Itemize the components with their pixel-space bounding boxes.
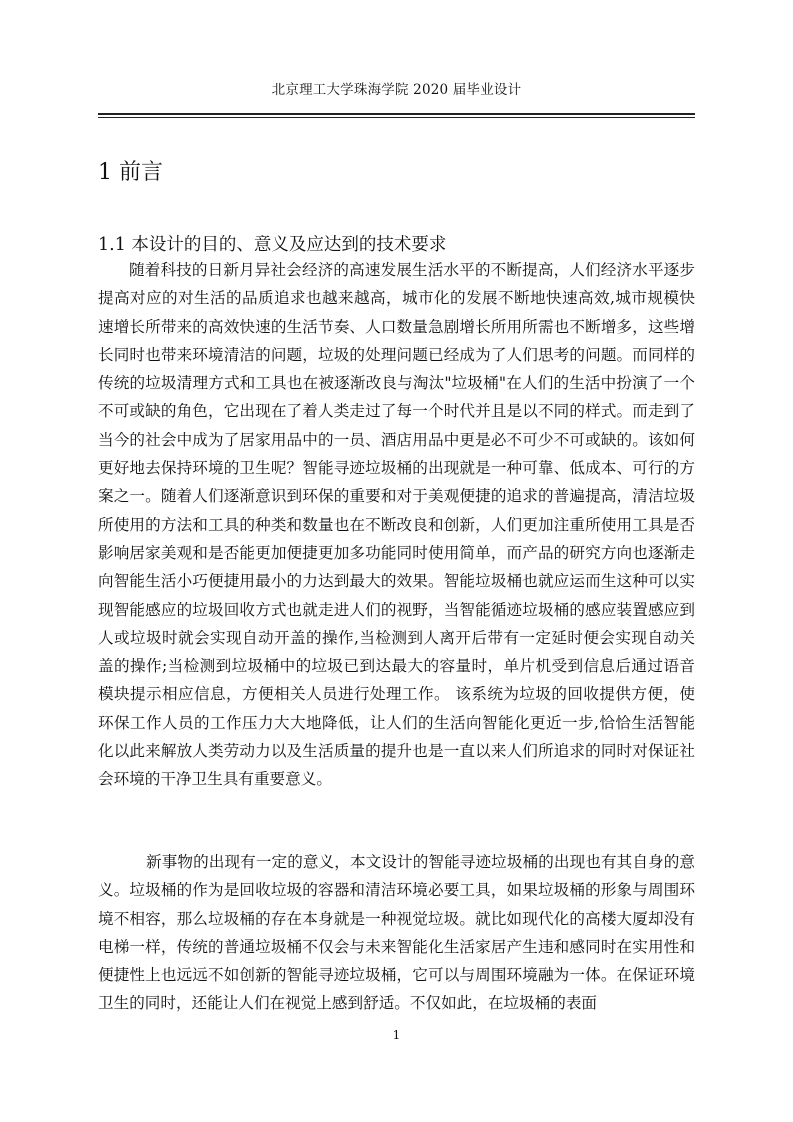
body-paragraph-1: 随着科技的日新月异社会经济的高速发展生活水平的不断提高，人们经济水平逐步提高对应的对生活的品质追求也越来越高，城市化的发展不断地快速高效,城市规模快速增长所带来的高效快速的生活节奏、人口数量急剧增长所用所需也不断增多，这些增长同时也带来环境清洁的问题，垃圾的处理问题已经成为了人们思考的问题。而同样的传统的垃圾清理方式和工具也在被逐渐改良与淘汰"垃圾桶"在人们的生活中扮演了一个不可或缺的角色，它出现在了着人类走过了每一个时代并且是以不同的样式。而走到了当今的社会中成为了居家用品中的一员、酒店用品中更是必不可少不可或缺的。该如何更好地去保持环境的卫生呢？智能寻迹垃圾桶的出现就是一种可靠、低成本、可行的方案之一。随着人们逐渐意识到环保的重要和对于美观便捷的追求的普遍提高，清洁垃圾所使用的方法和工具的种类和数量也在不断改良和创新，人们更加注重所使用工具是否影响居家美观和是否能更加便捷更加多功能同时使用简单，而产品的研究方向也逐渐走向智能生活小巧便捷用最小的力达到最大的效果。智能垃圾桶也就应运而生这种可以实现智能感应的垃圾回收方式也就走进人们的视野，当智能循迹垃圾桶的感应装置感应到人或垃圾时就会实现自动开盖的操作,当检测到人离开后带有一定延时便会实现自动关盖的操作;当检测到垃圾桶中的垃圾已到达最大的容量时，单片机受到信息后通过语音模块提示相应信息，方便相关人员进行处理工作。 该系统为垃圾的回收提供方便，使环保工作人员的工作压力大大地降低，让人们的生活向智能化更近一步,恰恰生活智能化以此来解放人类劳动力以及生活质量的提升也是一直以来人们所追求的同时对保证社会环境的干净卫生具有重要意义。 [98,261,695,789]
header-rule-thin [98,117,695,118]
body-paragraph-2: 新事物的出现有一定的意义，本文设计的智能寻迹垃圾桶的出现也有其自身的意义。垃圾桶的作为是回收垃圾的容器和清洁环境必要工具，如果垃圾桶的形象与周围环境不相容，那么垃圾桶的存在本身就是一种视觉垃圾。就比如现代化的高楼大厦却没有电梯一样，传统的普通垃圾桶不仅会与未来智能化生活家居产生违和感同时在实用性和便捷性上也远远不如创新的智能寻迹垃圾桶，它可以与周围环境融为一体。在保证环境卫生的同时，还能让人们在视觉上感到舒适。不仅如此，在垃圾桶的表面 [98,853,695,1013]
running-header: 北京理工大学珠海学院 2020 届毕业设计 [271,82,522,98]
section-title: 1.1 本设计的目的、意义及应达到的技术要求 [98,235,447,255]
page-number: 1 [392,1028,401,1042]
chapter-title: 1 前言 [98,160,163,185]
header-rule-thick [98,113,695,115]
